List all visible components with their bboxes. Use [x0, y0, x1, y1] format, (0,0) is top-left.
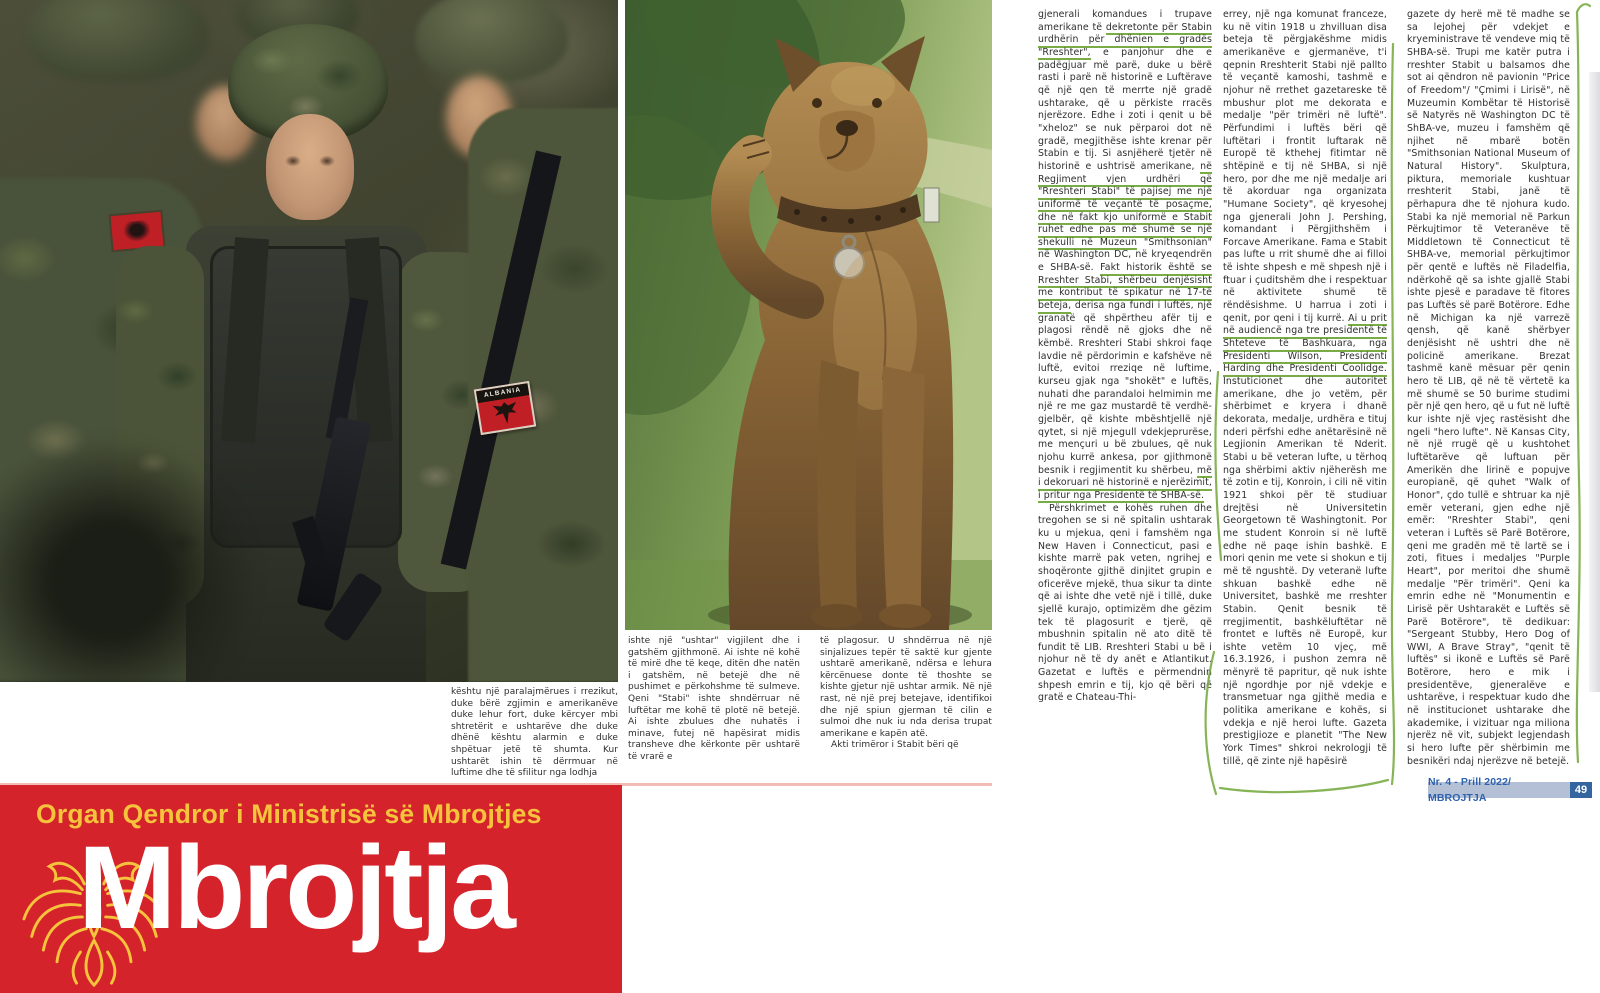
collar-stud	[875, 215, 881, 221]
albanian-flag-patch	[111, 212, 164, 250]
stubby-statue-photo	[625, 0, 992, 630]
article-column-1	[1038, 9, 1212, 781]
front-paw	[879, 604, 931, 628]
underlined-phrase: Ai u prit në audiencë nga tre presidentë të Shteteve të Bashkuara, nga Presidenti Wilson, Presidenti Harding dhe Presidenti Coolidge.	[1223, 313, 1387, 377]
dog-eye	[812, 98, 822, 108]
paragraph	[1038, 9, 1212, 503]
albania-patch	[474, 381, 537, 435]
magazine-banner	[0, 785, 622, 993]
front-paw	[811, 604, 863, 628]
eagle-icon	[492, 400, 519, 425]
front-leg	[882, 366, 925, 614]
dog-eye	[872, 98, 882, 108]
collar-stud	[794, 209, 800, 215]
line-hook	[1577, 4, 1590, 12]
soldiers-photo	[0, 0, 618, 682]
handwritten-green-annotations	[1200, 0, 1600, 800]
underlined-phrase: në Regjiment vjen urdhëri që "Rreshteri Stabi" të pajisej me një uniformë të veçantë të posaçme, dhe në fakt kjo uniformë e Stabit ruhet edhe pas më shumë se një shekulli në Muzeun	[1038, 161, 1212, 250]
park-sign	[924, 188, 939, 222]
column-divider-line	[1392, 44, 1394, 784]
central-soldier-eyes	[281, 154, 339, 168]
underlined-phrase: më i dekoruari në historinë e njerëzimit, i pritur nga Presidentë të SHBA-së.	[1038, 465, 1212, 504]
text-segment: errey, një nga komunat franceze, ku në vitin 1918 u zhvilluan disa beteja të përgjakëshme midis amerikanëve e gjermanëve, t'i qepnin Rreshterit Stabi një pallto të veçantë kamoshi, tashmë e njohur në rrethet gazetareske të mbushur plot me dekorata e medalje "për trimëri në luftë". Përfundimi i luftës bëri që luftëtari i frontit luftarak në Europë të kthehej fitimtar në shtëpinë e tij në SHBA, si një hero, por dhe me një medalje ari të akorduar nga organizata "Humane Society", që kryesohej nga gjenerali John J. Pershing, komandant i Përgjithshëm i Forcave Amerikane. Fama e Stabit pas lufte u rrit shumë dhe ai filloi të ishte shpesh e më shpesh një i ftuar i çuditshëm dhe i respektuar në aktivitete shumë të rëndësishme. U harrua i zoti i qenit, por qeni i tij kurrë.	[1223, 9, 1387, 324]
head-highlight	[831, 66, 895, 106]
albania-patch-label: ALBANIA	[476, 383, 529, 403]
margin-line	[1215, 372, 1221, 560]
text-segment: "Smithsonian" në Washington DC, në kryeqendrën e SHBA-së.	[1038, 236, 1212, 274]
column-edge-line	[1577, 12, 1580, 762]
page-number: 49	[1570, 782, 1592, 798]
text-segment: e panjohur dhe e padëgjuar më parë, duke u bërë rasti i parë në historinë e Luftërave që një qen të merrte një gradë ushtarake, që u përkiste rracës njerëzore. Edhe i zoti i qenit u bë "xheloz" se nuk përparoi dot në gradë, megjithëse ishte krenar për Stabin e tij. Si asnjëherë tjetër në historinë e ushtrisë amerikane,	[1038, 46, 1212, 172]
statue-caption-right-column	[820, 636, 992, 782]
collar-stud	[821, 216, 827, 222]
paragraph: gazete dy herë më të madhe se sa lejohej për vdekjet e kryeministrave të vendeve miq të SHBA-së. Trupi me katër putra i rreshter Stabit u balsamos dhe sot ai qëndron në pavionin "Price of Freedom"/ "Çmimi i Lirisë", në Muzeumin Kombëtar të Historisë së Natyrës në Washington DC të ShBA-ve, muzeu i famshëm që njihet në mbarë botën "Smithsonian National Museum of Natural History". Skulptura, piktura, memoriale kushtuar rreshterit Stabi, janë të përhapura dhe të njohura kudo. Stabi ka një memorial në Parkun Përkujtimor të Veteranëve të Middletown të Connecticut të SHBA-ve, memorial përkujtimor për qentë e luftës në Filadelfia, ndërkohë që sa ishte gjallë Stabi ishte pjesë e paradave të fitores pas Luftës së parë Botërore. Edhe në Michigan ka një varrezë qensh, që kanë shërbyer denjësisht në ushtri dhe në policinë amerikane. Brezat tashmë kanë mësuar për qenin hero të LIB, që në të vërtetë ka më shumë se 50 burime studimi për një qen hero, që u fut në luftë kur ishte një vjeç rastësisht dhe ngeli "hero lufte". Në Kansas City, në një rrugë që u kushtohet luftëtarëve që luftuan për Amerikën dhe lirinë e popujve europianë, që quhet "Walk of Honor", çdo tullë e shtruar ka një emër veterani, gjen edhe një emër: "Rreshter Stabi", qeni veteran i Luftës së Parë Botërore, qeni me gradën më të lartë se i zoti, fitues i medaljes "Purple Heart", por meritoi dhe shumë medalje "Për trimëri". Qeni ka emrin edhe në "Monumentin e Lirisë për Ushtarakët e Luftës së Parë Botërore", të dedikuar: "Sergeant Stubby, Hero Dog of WWI, A Brave Stray", "qenit të luftës" si ikonë e Luftës së Parë Botërore, hero e mik i presidentëve, gjeneralëve e ushtarëve, i respektuar kudo dhe në institucionet ushtarake dhe akademike, i vizituar nga miliona njerëz në vit, subjekt legjendash si hero lufte për shërbimin me besnikëri ndaj njerëzve në betejë.	[1407, 9, 1570, 767]
underlined-phrase: dekretonte për Stabin urdhërin për dhënien e gradës "Rreshter",	[1038, 22, 1212, 61]
background-helmet	[28, 0, 208, 82]
issue-footer	[1428, 776, 1592, 804]
statue-caption-left-column: ishte një "ushtar" vigjilent dhe i gatshëm gjithmonë. Ai ishte në kohë të mirë dhe të keqe, ditën dhe natën i gatshëm, në betejë dhe në pushimet e përkohshme të sulmeve. Qeni "Stabi" ishte shndërruar në luftëtar me kohë të plotë në betejë. Ai ishte zbulues dhe nuhatës i minave, futej në hapësirat midis transheve dhe kërkonte për ushtarë të vrarë e	[628, 636, 800, 762]
bracket-left	[1206, 652, 1216, 794]
collar-stud	[848, 218, 854, 224]
soldier-photo-caption: kështu një paralajmërues i rrezikut, duke bërë zgjimin e amerikanëve duke lehur fort, duke kërcyer mbi shtretërit e ushtarëve dhe duke dhënë kështu alarmin e duke shpëtuar jetë të shumta. Kur ushtarët ishin të dërrmuar në luftime dhe të sfilitur nga lodhja	[451, 687, 618, 779]
underlined-phrase: Fakt historik është se Rreshter Stabi, shërbeu denjësisht me kontribut të spikatur në 17-të beteja,	[1038, 262, 1212, 313]
banner-tagline: Organ Qendror i Ministrisë së Mbrojtjes	[36, 799, 542, 829]
issue-label: Nr. 4 - Prill 2022/ MBROJTJA	[1428, 776, 1512, 804]
text-segment: gjenerali komandues i trupave amerikane të	[1038, 9, 1212, 33]
magazine-title: Mbrojtja	[78, 822, 513, 954]
statue-illustration	[625, 0, 992, 630]
dog-nose	[836, 120, 858, 136]
paragraph: Akti trimëror i Stabit bëri që	[831, 740, 959, 751]
background-helmet	[416, 0, 568, 82]
bracket-bottom	[1220, 780, 1388, 792]
paragraph: të plagosur. U shndërrua në një sinjalizues tepër të saktë kur gjente ushtarë amerikanë, ndërsa e lehura kërcënuese donte të thoshte se kishte gjetur një ushtar armik. Në një rast, në një prej betejave, identifikoi dhe një spiun gjerman të cilin e sulmoi dhe nuk iu nda derisa trupat amerikane e kapën atë.	[820, 636, 992, 739]
text-segment: Instuticionet dhe autoritet amerikane, dhe jo vetëm, për shërbimet e kryera i dhanë dekorata, medalje, urdhëra e tituj nderi përfshi edhe anëtarësinë në Legjionin Amerikan të Nderit. Stabi u bë veteran lufte, u tërhoq nga shërbimi aktiv njëherësh me të zotin e tij, Konroin, i cili në vitin 1921 shkoi për të studiuar drejtësi në Universitetin Georgetown të Washingtonit. Por me student Konroin si në luftë edhe në paqe ishin bashkë. E mori qenin me vete si shokun e tij më të ngushtë. Dy veteranë lufte shkuan bashkë edhe në Universitet, bashkë me rreshter Stabin. Qenit besnik të rregjimentit, bashkëluftëtar në frontet e luftës në Europë, kur ishte vetëm 10 vjeç, më 16.3.1926, i pushon zemra në mënyrë të papritur, që nuk ishte një ngordhje por një vdekje e transmetuar nga gjithë media e politika amerikane e kohës, si vdekja e një heroi lufte. Gazeta prestigjioze e planetit "The New York Times" shkroi nekrologji të tillë, që zinte një hapësirë	[1223, 376, 1387, 767]
text-segment: derisa nga fundi i luftës, një granatë që shpërtheu afër tij e plagosi rëndë në gjoks dhe në këmbë. Rreshteri Stabi shkroi faqe lavdie në përdorimin e kafshëve në luftë, evitoi rreziqe në luftime, kurseu gjak nga "shokët" e luftës, nuhati dhe parandaloi helmimin me një re me gaz mustardë të verdhë-gjelbër, që kishte mbështjellë një qytet, si një mjegull vdekjeprurëse, me mençuri u bë zbulues, që nuk njohu kurrë ankesa, por gjithmonë besnik i regjimentit ku shërbeu,	[1038, 300, 1212, 476]
page-edge-shadow	[1589, 72, 1600, 692]
front-leg	[817, 360, 859, 612]
collar-stud	[900, 207, 906, 213]
paragraph: Përshkrimet e kohës ruhen dhe tregohen se si në spitalin ushtarak ku u mjekua, qeni i famshëm nga New Haven i Connecticut, pasi e kishte marrë pak veten, ngrihej e shoqëronte gjithë dinjitet grupin e oficerëve mjekë, thua sikur ta dinte që ai ishte dhe vetë një i tillë, duke sjellë kurajo, optimizëm dhe gëzim tek të plagosurit e tjerë, që mbushnin spitalin në ato ditë të fundit të LIB. Rreshteri Stabi u bë i njohur në të dy anët e Atlantikut. Gazetat e luftës e përmendnin shpesh emrin e tij, kjo që bëri që gratë e Chateau-Thi-	[1038, 502, 1212, 704]
